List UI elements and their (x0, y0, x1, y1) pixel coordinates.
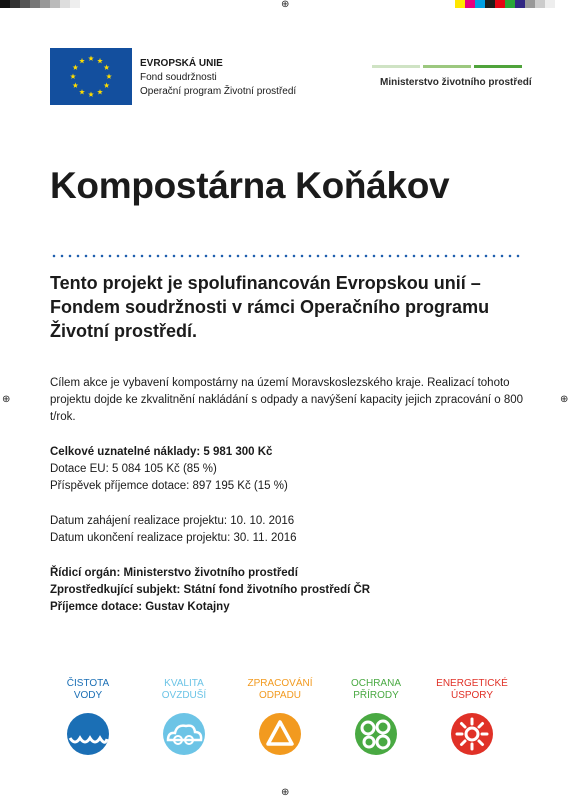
eu-star-icon (73, 83, 79, 88)
managing-body: Řídicí orgán: Ministerstvo životního prostředí (50, 567, 298, 579)
priority-label: ZPRACOVÁNÍ ODPADU (247, 678, 313, 701)
print-color-bar (455, 0, 555, 8)
end-date: Datum ukončení realizace projektu: 30. 11. 2016 (50, 532, 297, 544)
date-block (50, 513, 530, 547)
ministry-logo-text: Ministerstvo životního prostředí (380, 77, 532, 88)
grant-recipient: Příjemce dotace: Gustav Kotajny (50, 601, 230, 613)
air-icon (162, 712, 206, 756)
eu-star-icon (88, 92, 94, 97)
priority-label: ENERGETICKÉ ÚSPORY (436, 678, 508, 701)
print-grayscale-bar (0, 0, 90, 8)
eu-star-icon (79, 89, 85, 94)
priority-nature (328, 678, 424, 756)
page-title: Kompostárna Koňákov (50, 165, 450, 206)
eu-line-1: EVROPSKÁ UNIE (140, 58, 223, 69)
nature-icon (354, 712, 398, 756)
priority-label: OCHRANA PŘÍRODY (350, 678, 401, 701)
eu-star-icon (104, 65, 110, 70)
priority-label: KVALITA OVZDUŠÍ (161, 678, 207, 701)
priority-air (136, 678, 232, 756)
eu-star-icon (79, 58, 85, 63)
crop-mark-right: ⊕ (560, 394, 569, 405)
eu-flag-icon (50, 48, 132, 105)
energy-icon (450, 712, 494, 756)
priority-energy (424, 678, 520, 756)
eu-star-icon (70, 74, 76, 79)
intermediate-body: Zprostředkující subjekt: Státní fond životního prostředí ČR (50, 584, 371, 596)
priority-icons (40, 678, 520, 756)
eu-star-icon (97, 89, 103, 94)
start-date: Datum zahájení realizace projektu: 10. 10. 2016 (50, 515, 295, 527)
eu-star-icon (97, 58, 103, 63)
water-icon (66, 712, 110, 756)
total-costs: Celkové uznatelné náklady: 5 981 300 Kč (50, 446, 273, 458)
bodies-block (50, 565, 530, 616)
project-description: Cílem akce je vybavení kompostárny na území Moravskoslezského kraje. Realizací tohoto projektu dojde ke zkvalitnění nakládání s odpady a navýšení kapacity jejich zpracování o 800 t/rok. (50, 377, 524, 423)
eu-star-icon (104, 83, 110, 88)
dotted-divider (50, 254, 522, 258)
eu-line-2: Fond soudržnosti (140, 72, 217, 83)
crop-mark-bottom: ⊕ (281, 787, 290, 798)
funding-statement: Tento projekt je spolufinancován Evropskou unií – Fondem soudržnosti v rámci Operačního programu Životní prostředí. (50, 273, 490, 341)
eu-text (140, 57, 296, 99)
eu-star-icon (106, 74, 112, 79)
cost-block (50, 444, 530, 495)
recipient-share: Příspěvek příjemce dotace: 897 195 Kč (15 %) (50, 480, 288, 492)
waste-icon (258, 712, 302, 756)
eu-star-icon (73, 65, 79, 70)
crop-mark-top: ⊕ (281, 0, 290, 10)
priority-water (40, 678, 136, 756)
eu-line-3: Operační program Životní prostředí (140, 86, 297, 97)
eu-grant: Dotace EU: 5 084 105 Kč (85 %) (50, 463, 217, 475)
priority-waste (232, 678, 328, 756)
eu-star-icon (88, 56, 94, 61)
crop-mark-left: ⊕ (2, 394, 11, 405)
ministry-logo-bars (372, 65, 522, 68)
priority-label: ČISTOTA VODY (66, 678, 110, 701)
